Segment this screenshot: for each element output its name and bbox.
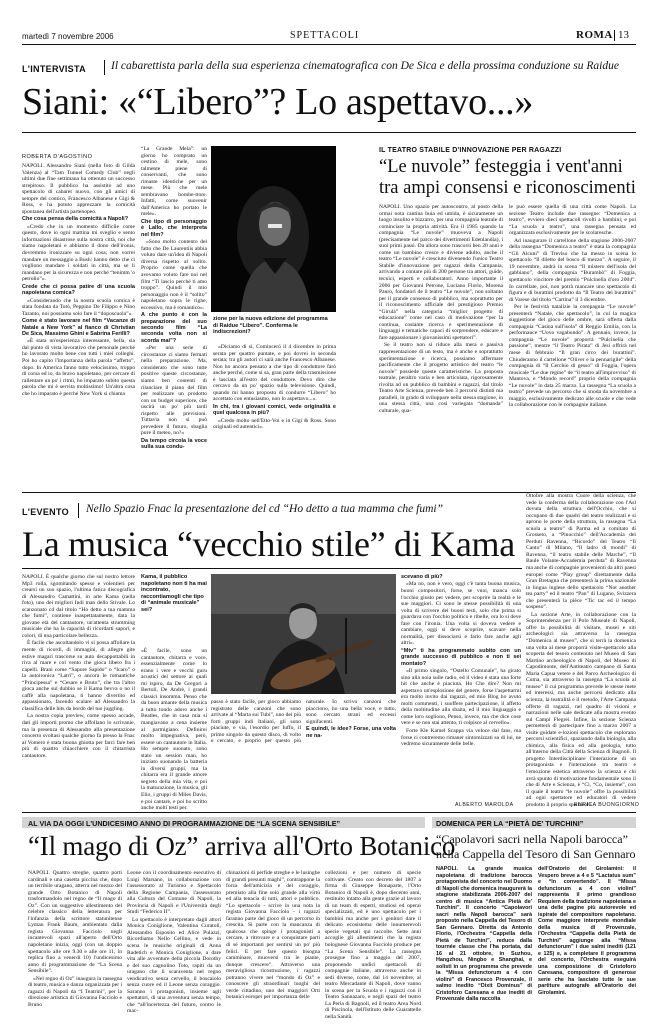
teatro-byline: ENRICA BUONGIORNO [574,802,640,808]
stabile-column-2 [509,204,636,486]
oz-column-1 [28,870,122,1016]
interview-rule [22,132,636,133]
interview-standfirst: Il cabarettista parla della sua esperienza cinematografica con De Sica e della prossima conduzione su Raidue [111,60,619,72]
evento-kicker: L'EVENTO [22,507,69,517]
evento-question: scevano di più? [401,574,443,580]
evento-column-4 [401,574,521,800]
teatro-paragraph: La sezione Arte, in collaborazione con la Soprintendenza per il Polo Museale di Napoli, offre la possibilità di visitare, musei e siti archeologici sia attraverso la rassegna “Domenica al museo”, che si terrà la domenica una volta al mese proporrà visite-spettacolo alla scoperta del tesoro contenuto nel Museo di San Martino archeologico di Napoli, del Museo di Capodimonte, dell'Antiteatro campano di Santa Maria Capua vetere e del Parco Archeologico di Cuma, sia attraverso la rassegna “La scuola al museo” il cui programma prevede le stesse mete ed interessi, ma anche percorsi dedicato alla scienza, la teatralità e il metodo, l'Arte Campana offerte di ragazzi, nel quadro di visioni e narrazioni nelle sale dedicate alla mostra evento sul Campi Flegrei. Infine, la sezione Scienza permetterà di partecipare fino a marzo 2007 a visite guidate e-lozioni spettacolo che esplorano percorsi scientifici, spaziando dalla biologia, alla chimica, alla fisica ed alla geologia, tutto all'interno della Città della Scienza di Bagnoli. Il progetto Interdisciplinare l'interazione di un protagonista e l'interazione tra teatro e l'emozione estetica attraverso la scienza e chi avrà spunto di motivazione fondamentale sono il che di Arte e Scienza, è “Ci, “Co, insieme”, con il quale il teatro “le nuvole” offre la possibilità ad ogni spettatore ed educatori di vedere prodotto il proprio spettacolo. [526,611,636,808]
evento-paragraph: NAPOLI. È qualche giorno che sul nostro lettore Mp3 rolla, sgomitando spesso e volentieri per crearsi un suo spazio, l'ultima fatica discografica di Alessandro Camattini, in arte Kama (nella foto), uno dei migliori Indi man dello Stivale. Lo scanzonato cd dal titolo “Ho detto a tua mamma che fumi”, contiene inaspettatamente, data la giovane età del cantautore, un'attenta strumming musicale che ha la capacità di ricordarti sapori, e colori, di una particolare bellezza. [22,574,135,639]
evento-paragraph: La nostra copia preview, come spesso accade, dati gli importi promo che affollano lo scrivanie, ma la presenza di Alessandro alla presentazione concerto svoltasi qualche giorno fa presso la Fnac al Vomero è stata buona ghiotta per farci fare ben più di quattro chiacchiere con il chitarrista cantautore. [22,713,135,759]
interview-paragraph: «Per una serie di circostanze ci siamo fermati nella preparazione. Ma, considerato che sono tutte positive queste circostanze, siamo ben contenti di rilanciare il piano del film per realizzare un prodotto con un budget superiore, che uscirà un po' più tardi rispetto alle previsioni. Tuttavia non si può prevedere il futuro, sbaglia pure il meteo, no?» [141,345,207,437]
kama-photo [211,574,396,694]
interview-question: A che punto è con la preparazione del suo secondo film “La seconda volta non si scorda mai”? [141,312,207,344]
evento-paragraph: È facile che ascoltandolo vi si possa affollare la mente di ricordi, di immagini, di allegre gite estive magari trascorse su auto decappottabili in riva al mare e col vento che gioca libero fra i capelli. Brani come “Sapore Sapido” o “Icaro” o la autoironica “Latrì”, o ancora le romantiche “Principessa” e “Cesare e Bruto”, che tra l'altro gioca anche sul dubbio se il Kama bevva o no il caffè alla napoletana, ti hanno divertito ed appassionato, facendo scalare ad Alessandro la classifica delle hits da bordo del tuo juggling. [22,640,135,712]
stabile-paragraph: NAPOLI. Uno spazio per autoscontro, al posto della ormai nota cantina buia ed umida, è sicuramente un luogo insolito e bizzarro, per una compagnia teatrale di cominciare la propria attività. Era il 1985 quando la compagnia “Le nuvole” muoveva a Napoli (precisamente nel parco dei divertimenti Edenlandia), i suoi primi passi. Da allora sono trascorsi ben 20 anni e come un bambino cresce e diviene adulto, anche il teatro “Le nuvole” è cresciuto divenendo l'unico Teatro Stabile d'innovazione per ragazzi della Campania, arrivando a contare più di 200 persone tra attori, guide, tecnici, esperti e collaboratori. Anno importante il 2006 per Giovanni Petrone, Luciano Florio, Morena Pauro, fondatori de il teatro “Le nuvole”, non soltanto per il grande consenso di pubblico, ma soprattutto per il riconoscimento ufficiale del prestigioso Premio “Girulà” nella categoria “miglior progetto di educazione” come nel caso di motivazione “per la continua, costante ricerca e sperimentazione di linguaggi e tematiche capaci di sorprendere, educare e fare appassionare i giovanissimi spettatori”. [379,204,503,341]
evento-headline-rule [22,568,522,569]
interview-question: Come è stato lavorare nel film “Vacanze di Natale a New York” al fianco di Christian De Sica, Massimo Ghini e Sabrina Ferilli? [22,318,135,337]
evento-paragraph: Forte Kle Kamel Scappa via veloce dal fans, ma forse ci contreremo rimaner sintomizzati su di lui, ne vedremo sicuramente delle belle. [401,728,521,748]
kicker-divider [104,60,105,75]
evento-column-2 [141,648,207,810]
oz-paragraph: NAPOLI. Quattro streghe, quattro porti cardinali e una casetta piccina che, dopo un terribile uragano, atterra nel mezzo del grande Orto Botanico di Napoli trasformandolo nel regno de “Il mago di Oz”. Con un suggestivo allestimento del celebre classico della letteratura per l'infanzia della scrittore statunitense Lyman Frank Baum, ambientato dalla regista Giovanna Facciolo negli incantevoli spazi all'aperto dell'Orto napoletano inizia, oggi (con un doppio spettacolo alle ore 9.30 e alle ore 11, in replica fino a venerdì 10) l'undicesimo anno di programmazione de “La Scena Sensibile”. [28,870,122,975]
pieta-headline-line-2: nella Cappella del Tesoro di San Gennaro [436,847,636,861]
stabile-column-1 [379,204,503,486]
pieta-paragraph: dell'Oratorio dei Girolamini: il Vespero breve a 4 e 5 “Lactatus sum” e “In convertendo”. Il “Missa defunctorum a 4 con violini” rappresenta il primo grandioso Requiem della tradizione napoletana e una delle pagine più autorevole ed ispirate del compositore napoletano. Come maggiore interprete mondiale della musica di Provenzale, l'Orchestra “Cappella della Pietà de Turchini” aggiunge alla “Missa defunctorum” i due salmi inediti (121 e 125) e, a completare il programma del concerto, l'Orchestra eseguirà una composizione di Cristoforo Caresana, compositore di generose serie che ha lasciato tutte le sue partiture autografe all'Oratorio dei Girolamini. [538,866,636,996]
masthead-rule [22,44,636,45]
interview-paragraph: «Sono molto contento del fatto che De Laurentiis abbia voluto dare un'idea di Napoli diversa rispetto al solito. Proprio come quella che avevamo voluto fare noi nel film “Ti lascio perché ti amo troppo”. Quindi il mio personaggio non è il “solito” napoletano sopra le righe, eccessivo, ma è romantico». [141,239,207,311]
interview-paragraph: «Considerando che la nostra scuola comica è stata fondata da Totò, Peppino De Filippo e Nino Taranto, noi possiamo solo fare il “doposcuola”». [22,297,135,317]
pieta-column-2 [538,866,636,1016]
stabile-paragraph: le può essere quella di una città come Napoli. La sezione Teatro include due rassegne: “Domenica a teatro”, evviero dieci spettacoli rivolti a bambini; e poi “La scuola a teatro”, una rassegna pensata ed organizzata esclusivamente per le scolaresche. [509,204,636,237]
kama-photo-image [211,574,396,694]
kama-intro-question: Kama, il pubblico napoletano non ti ha mai incontrato, raccontiamogli che tipo di “animale musicale” sei? [141,574,207,613]
oz-column-4 [325,870,421,1021]
interview-paragraph: «Credo che in un momento difficile come questo, dove io ogni mattina mi sveglio e sento informazioni disastrose sulla nostra città, noi che siamo napoletani e abbiamo il dono dell'ironia, dovremmo ironizzare su ogni cosa; non vorrei mandare un messaggio a Bush: hanno detto che ci vogliono mandare i soldati in città, ma se li mandano per la sicurezza e non perché “tenimm 'o petrolio”». [22,223,135,283]
page-number: 13 [618,29,629,41]
interview-kicker: L'INTERVISTA [22,64,86,74]
evento-standfirst: Nello Spazio Fnac la presentazione del cd “Ho detto a tua mamma che fumi” [86,503,443,515]
interview-paragraph: «Diciamo di sì, Cominceró il 4 dicembre in prima serata per quattro puntate, e poi dovrei in seconda serata; tra gli autori ci sarà anche Francesco Albanese. Non ho ancora pensato a che tipo di conduttore farò anche perché, come si sa, gran parte della trasmissione è lasciata all'estro del conduttore. Devo dire che cercavo da un po' spazio sulla televisione. Quindi, quando mi hanno proposto di condurre “Libero” ho accettato con entusiasmo, non lo aspettavo...». [213,344,336,403]
siani-photo-caption: zione per la nuova edizione del programma di Raidue “Libero”. Conferma le indiscrezioni? [213,316,328,335]
issue-date: martedì 7 novembre 2006 [22,32,114,41]
siani-photo [211,146,336,312]
interview-question: In chi, tra i giovani comici, vede originalità e quel qualcosa in più? [213,403,336,417]
oz-paragraph: «Nel regno di Oz” inaugura la rassegna di teatro, musica e danza organizzata per i ragazzi di Napoli da “I Teatrini”, per la direzione artistica di Giovanna Facciolo e Bruno [28,975,123,1008]
oz-headline: “Il mago di Oz” arriva all'Orto Botanico [28,831,456,861]
evento-paragraph: «Il primo singolo, “Ostello Comunale”, ha girato sino alla noia sulle radio, ed il video è stata una forte hit che anche è piaciuta. Ho Che dire? Non mi aspettavo un'esplosione del genere, forse l'aspettarmi era molto invito dai ragazzi, ed mio Blog ho avuto molti commenti, i suoffere partecipazione, il affetto della moltitudine alla sbaita, ed il mio linguaggio e come loro sogliono, Penso, invece, ma che dice cose vere e se non stai attento, ti colpisce al cervello». [401,668,521,727]
interview-column-1 [22,163,135,486]
interview-paragraph: «È stata un'esperienza interessante, bella, sia dal punto di vista lavorativo che personale perché ho lavorato molto bene con tutti i miei colleghi. Poi ho capito l'importanza della parola “affetto”, dopo. In America fanno tutto velocissimo, troppo di corsa ed io, da bravo napoletano, per cercare di rallentare un po' i ritmi, ho imparato subito questa parola che mi è servita moltissimo! Un'altra cosa che ho imparato è perché New York si chiama [22,338,135,397]
pieta-paragraph: NAPOLI. La grande musica napoletana di tradizione barocca protagonista del concerto nel Duomo di Napoli che domenica inaugurerà la stagione stabilizzata 2006-2007 del centro di musica “Antica Pietà de' Turchini”. Il concerto “Capolavori sacri nella Napoli barocca” sarà proposto nella Cappella del Tesoro di San Gennaro. Diretta da Antonio Florio, l'Orchestra “Cappella della Pietà de Turchini”, reduce dalla tournée classe che l'ha portata, dal 16 al 21 ottobre, in Suzhou, Hangzhou, Ningbo e Shanghai, e solisti in un programma che prevede la “Missa defunctorum a 4 con violini” di Francesco Provenzale, il salmo inedito “Dixit Dominus” di Cristoforo Caresana e due inediti di Provenzale dalla raccolta [436,866,532,1002]
paper-name: ROMA [576,29,613,41]
oz-kicker: AL VIA DA OGGI L'UNDICESIMO ANNO DI PROGRAMMAZIONE DE “LA SCENA SENSIBILE” [28,819,341,828]
interview-headline: Siani: «“Libero”? Lo aspettavo...» [22,81,534,123]
pieta-column-1 [436,866,532,1016]
interview-byline: ROBERTA D'AGOSTINO [22,154,93,160]
section-name: SPETTACOLI [290,30,360,41]
evento-paragraph: passo è stato facile, per gioco abbiamo registrato delle canzoni che sono arrivate al “Marta sui Tubi”, uno dei più forti gruppi indi Italiani, gli sono piaciute, e via, l'esordio per Iuffo, il primo singolo da questo disco, di volto e cercato, e proprio per questo più naturale. Io scrivo canzoni che piacciono, ho una bella voce, e tutto, sono cercato strani ed eccessi signifacenti. [211,699,396,745]
evento-kicker-divider [78,503,79,518]
oz-paragraph: collezioni e per numero di specie coltivate. Creato con decreto del 1807 a firma di Giuseppe Bonaparte, l'Orto Botanico di Napoli è, dopo diecento anni, restituito intatto alla gente grazie al lavoro di un team di esperti, studiosi ed operai specializzati, ed è uno spettacolo per i bambini ma anche per i genitori dare il delicato ecosistema delle innumerevoli specie vegetali qui raccolte. Sette anni accoglie gli allestimenti che la regista bolognese Giovanna Facciolo produce per “La Scena Sensibile”. La rassegna prosegue fino a maggio del 2007, proponendo undici spettacoli di compagnie italiane, attraverso anche in sedi diverse, come, dal 14 novembre, al teatro Mercadante di Napoli, dove vanno in scena per la Scuola e i ragazzi con il Teatro Sannazaro, e negli spazi del teatro La Perla di Bagnoli, ed il teatro Area Nord di Piscinola, dell'Istituto delle Guarattelle nella Sanità. [325,870,421,1021]
bottom-section-rule [22,812,636,813]
stabile-kicker: IL TEATRO STABILE D'INNOVAZIONE PER RAGAZZI [379,147,562,154]
stabile-headline-line-2: tra ampi consensi e riconoscimenti [379,178,636,198]
oz-paragraph: Leone con il coordinamento esecutivo di Luigi Marsano, in collaborazione con l'assessorato al Turismo e Spettacolo della Regione Campania, l'assessorato alla Cultura del Comune di Napoli, la Provincia di Napoli e l'Università degli Studi “Federico II”. [127,870,221,916]
stabile-paragraph: Per le festività natalizie la compagnia “Le nuvole” presenterà “Natale, che spettacolo”, in cui la magica suggestione del gioco delle ombre, sarà offerta dalla compagnia “Casina sull'isola” di Reggio Emilia, con la performance “Uovo vagabondo”. A gennaio, invece, la compagnia “Le nuvole” proporrà “Pulcinella che passione”, mentre “il Teatro Pirata” di Jesi offrirà nel mese di febbraio “Il gran circo dei burattini”. Chiuderanno il cartellone “Oliver e la pennarigile” della compagnia di “Il Cerchio di gesso” di Foggia, l'opera musicale “Le due regine” de “il teatro all'improvviso” di Mantova, e “Mondo record” proprio della compagnia “Le nuvole” in data 25 marzo. La rassegna “La scuola a teatro” prevede un percorso che si snoda da novembre a maggio, esclusivamente dedicato alle scuole e che vede la collaborazione con le compagnie italiane. [509,304,636,409]
pieta-kicker: DOMENICA PER LA “PIETÀ DE' TURCHINI” [436,819,584,828]
evento-headline: La musica “vecchio stile” di Kama [22,524,515,564]
stabile-headline-line-1: “Le nuvole” festeggia i vent'anni [379,157,623,177]
interview-question: Che tipo di personaggio è Lallo, che interpreta nel film? [141,219,207,238]
evento-question: E quindi, le idee? Forse, una volta ne na- [306,726,396,739]
interview-paragraph: “La Grande Mela”: un giorno ho comprato un cestino di mele, sono talmente piene di conservanti, che sono rimaste identiche per un mese. Più che mele sembravano bombe-ttore. Infatti, come suovenir dall'America ho portato le mele». [141,146,207,218]
masthead-divider [614,30,615,41]
evento-byline: ALBERTO MAROLDA [455,802,514,808]
interview-question: Che cosa pensa della comicità a Napoli? [22,216,129,223]
interview-paragraph: NAPOLI. Alessandro Siani (nella foto di Gilda Valenza) al “Tam Tunnel Comedy Club” negli ultimi due fine settimana ha ottenuto un successo strepitoso. Il pubblico ha assistito ad uno spettacolo di cabaret nuovo, con gli amici di sempre del comico, Francesco Albanese e Gigi & Ross, e ha potuto apprezzare la comicità spontanea dell'artista partenopeo. [22,163,135,215]
oz-paragraph: Lo spettacolo è interpretato dagli attori Monica Coniglione, Valentina Curatoli, Alessandro Esposito ed Alice Pulazzi, Ricordiamo Nello Cellino, e vede in scena le musiche originali di Anna Radetich e Monica Coniglione, a dare vita alle avventure della piccola Dorothy e del suo cagnolino Toto, rapiti da un uragano che li scaraventa nel regno vendicativo senza cervello, il boscaiolo senza cuore ed il Leone senza coraggio. Saranno i protagonisti, insieme agli spettatori, di una avventura senza tempo, che “all'incertezza del futuro, contro le mac- [127,916,221,1015]
interview-column-3 [213,344,336,486]
oz-column-3 [226,870,320,1016]
pieta-headline-line-1: “Capolavori sacri nella Napoli barocca” [436,832,628,846]
siani-photo-image [211,146,336,312]
evento-column-3 [211,699,396,810]
oz-paragraph: chinazioni di perfide streghe e le lusinghe di grandi presunti maghi”, contrappone la forza dell'amicizia e del coraggio, premiato alla fine solo grande alla virtù ed alla tenacia di tutti, attori e pubblico. “Lo spettacolo - scrive in una nota la regista Giovanna Facciolo - i ragazzi faranno parte del gioco di un percorso in crescita. Si parte con la mancanza di qualcosa che spinge i protagonisti a cercare, a ritrovare e a conquistare parti di sé importanti per sentirsi un po' più felici. E per fare questo bisogna camminare, muoversi tra le piante, dunque crescere”. Attraverso una meravigliosa ricostruzione, i ragazzi potranno vivere nel “mondo di Oz” e conoscere gli straordinari luoghi del verde cittadino, uno dei maggiori Orti botanici europei per importanza delle [226,870,320,1001]
interview-column-2 [141,146,207,486]
evento-paragraph: «È facile, sono un cantautore, chitarra e voce, essenzialmente come lo erano i vere e vecchi guru acustici del settore ai quali mi ispiro, da De Gregori a Bertoli, De Andrè, i grandi classici insomma. Penso che da buon amante della musica a tutto tondo adoro anche i Beatles, che in casa mia si mangiavano a cena insieme al parmigiano. Definirei molto impegnativa, però, essere un cantautore in Italia. Ho sempre suonato, sono stato un session man, ho iniziato suonando la batteria in diversi gruppi, ma la chitarra era il grande amore segreto della mia vita, e poi la maturazione, la musica, gli Elio, i gruppi di Miles Davis, e poi cantare, e poi ho scritto anche molti testi per. [141,648,207,812]
interview-question: Da tempo circola la voce sulla sua condu- [141,437,207,451]
evento-column-1 [22,574,135,810]
interview-paragraph: «Credo molto nell'Etto-Voi e in Gigi & Ross. Sono originali ed autentici». [213,417,336,431]
oz-column-2 [127,870,221,1016]
stabile-paragraph: Ad inaugurare il cartellone della stagione 2006-2007 della rassegna “Domenica a teatro” è stata la compagnia “Gli Alcuni” di Treviso che ha messo in scena lo spettacolo “Il diletto del bosco di mezzo”. A seguire, il 19 novembre, andrà in scena “Il mistero dell'isola del gabbiano”, della compagnia “Burambò” di Foggia, spettacolo vincitore del premio “Pulcinella d'oro 2004”. In carrellate, poi, non potrà mancare uno spettacolo di figura e di burattini prodotto da “Il Teatro dei burattini” di Varese dal titolo “Cartina” il 3 dicembre. [509,237,636,303]
teatro-paragraph: Ottobre alla mostra Cuore della scienza, che vede la conferma della collaborazione con l'Asl dovuta della struttura dell'Occhio, che si occupano di due quadri del teatro realizzati e si aprono le porte della struttura, la rassegna “La scuola a teatro” di Parma ed a comitato di Grosseto, a “Pinocchio” dell'Accademia dei Perduti Ravenna, “Ricordo” del Teatro “Il Canto” di Milano, “Il ladro di mondi” di Ravenna, “il teatro stabile delle Marche”, “Il Baule Volante-Accademia perduta” di Ravenna ma anche di compagnie provenienti da altri paesi europei come “Play group” direttamente dalla Gran Bretagna che presenterà la prima nazionale in lingua inglese dello spettacolo “Not another tea party” ed il teatro “Pan” di Lugano, Svizzera che presenterà la pièce “Tic tac ed il tempo sospeso”. [526,493,636,611]
evento-paragraph: «Ma no, non è vero, oggi c'è tanta buona musica, buoni compositori, forse, se vuoi, manca solo l'occhio giusto per vedere, per scoprire la realtà e le sue maggiori. Ci sono le stesse possibilità di una volta di scrivere dei buoni testi, solo che prima si guardava con l'occhio politico e ribelle, ora lo si deve fare con l'ironia. Una volta si doveva vedere e cambiare, oggi si deve scoprire, scavare nella normalità, per dissociarsi e farlo fare anche agli altri». [401,581,521,647]
evento-question: “Mtv” ti ha programmato subito con un grande successo di pubblico e non ti sei montato? [401,647,521,667]
stabile-paragraph: Se il teatro non si riduce alla mera e passiva rappresentazione di un testo, ma è anche e soprattutto sperimentazione e ricerca, possiamo affermare pacificamente che il progetto artistico del teatro “le nuvole” possiede queste caratteristiche. La proposta teatrale, peraltro varia e ben articolata, rigorosamente rivolta ad un pubblico di bambini e ragazzi, dal titolo Teatro Arte Scienza, prevede ben 3 percorsi distinti ma paralleli, in grado di sviluppare nella stessa stagione, in una stessa città, una così variegata “domanda” culturale, qua- [379,342,503,414]
interview-question: Crede che ci possa patire di una scuola napoletana comica? [22,283,135,297]
